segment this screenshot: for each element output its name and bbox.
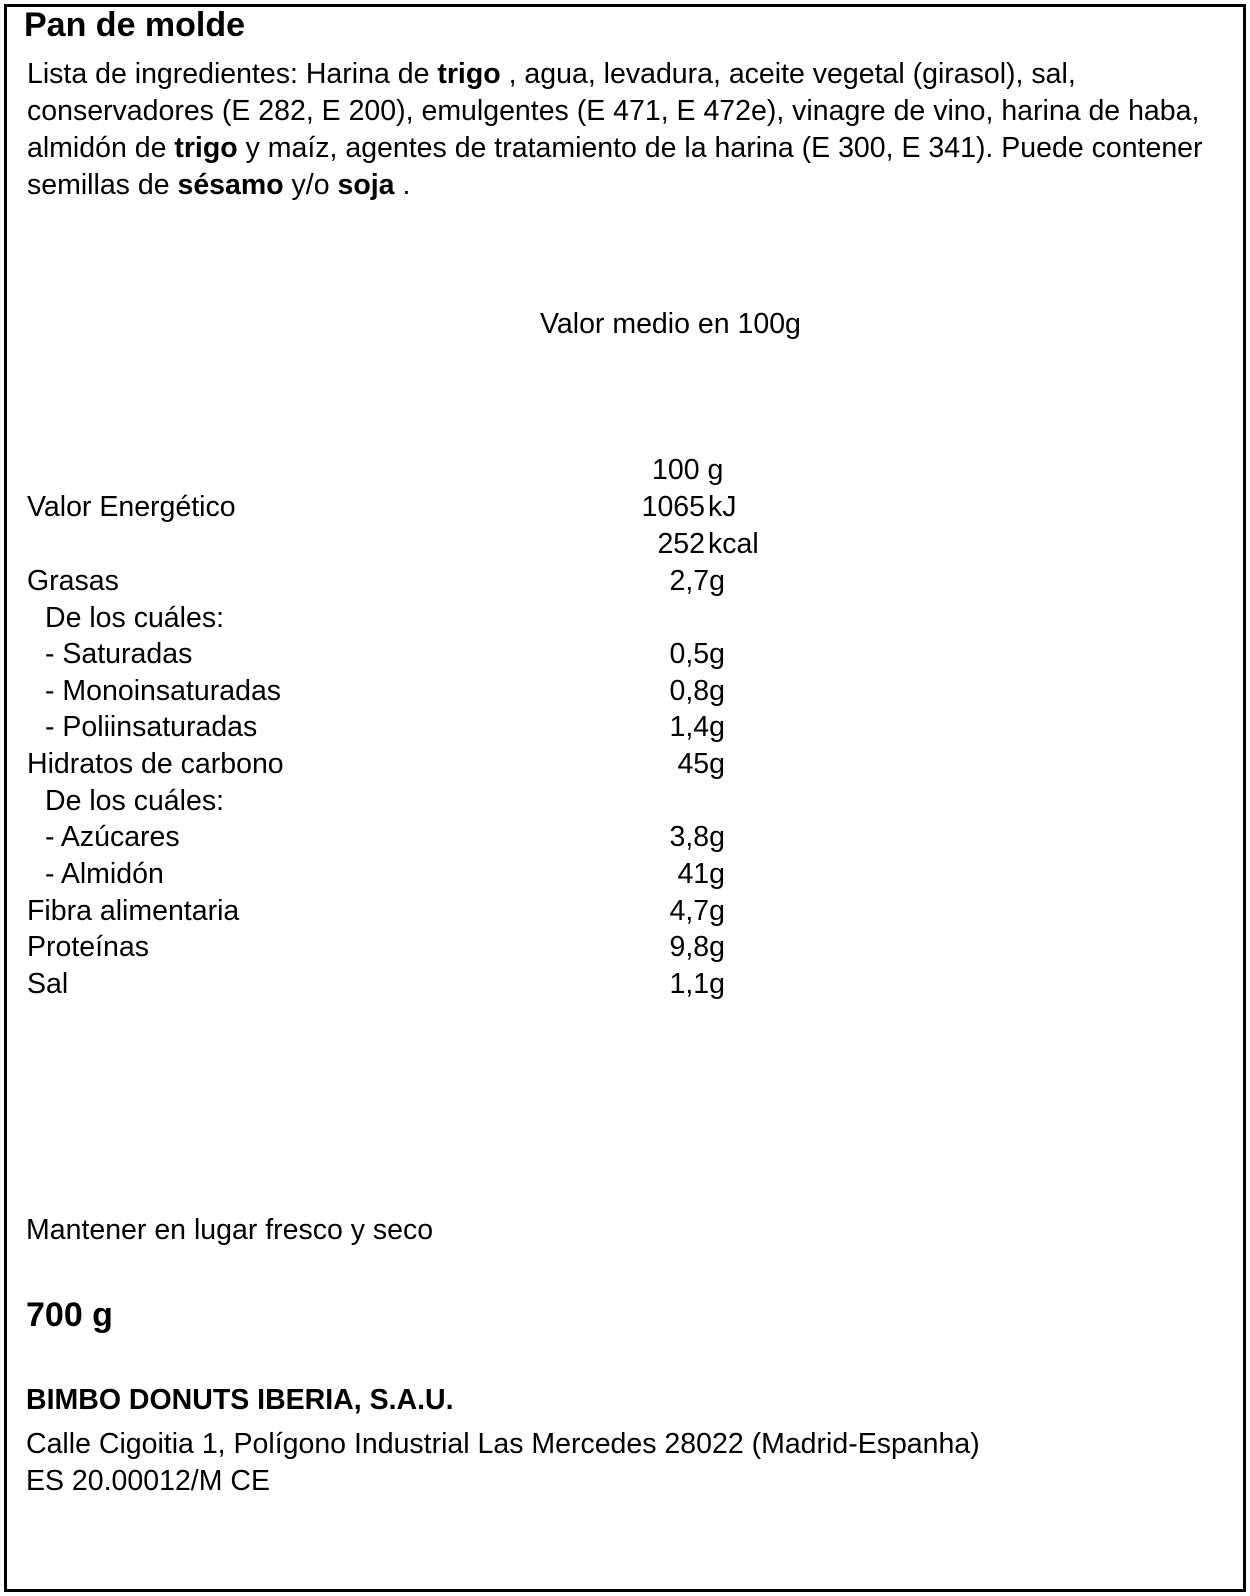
energy-label: Valor Energético	[27, 491, 236, 523]
nutrient-value-salt: 1,1g	[669, 968, 725, 1000]
allergen-wheat: trigo	[437, 58, 501, 90]
ingredients-text: Lista de ingredientes: Harina de	[27, 58, 438, 90]
ingredients-text: , agua, levadura, aceite vegetal (girasol), sal, conservadores (E 282, E 200), emulgentes (E 471, E 472e), vinagre de vino, harina de haba, almidón de	[27, 58, 1200, 164]
nutrient-label-polyunsaturated: - Poliinsaturadas	[45, 711, 258, 743]
nutrient-value-starch: 41g	[677, 858, 725, 890]
registry-code: ES 20.00012/M CE	[26, 1465, 270, 1497]
nutrient-label-fiber: Fibra alimentaria	[27, 895, 240, 927]
manufacturer-name: BIMBO DONUTS IBERIA, S.A.U.	[26, 1384, 454, 1416]
allergen-wheat: trigo	[174, 132, 238, 164]
nutrient-sub-heading: De los cuáles:	[45, 785, 225, 817]
nutrient-label-salt: Sal	[27, 968, 69, 1000]
energy-kj-unit: kJ	[708, 491, 737, 523]
nutrient-value-monounsaturated: 0,8g	[669, 675, 725, 707]
storage-instructions: Mantener en lugar fresco y seco	[26, 1214, 434, 1246]
ingredients-list	[27, 56, 1217, 204]
nutrient-value-sugars: 3,8g	[669, 821, 725, 853]
nutrient-label-protein: Proteínas	[27, 931, 149, 963]
energy-kcal-unit: kcal	[708, 528, 759, 560]
energy-kj-value: 1065	[641, 491, 705, 523]
nutrient-sub-heading: De los cuáles:	[45, 602, 225, 634]
nutrition-heading: Valor medio en 100g	[540, 308, 801, 340]
allergen-soy: soja	[337, 169, 395, 201]
nutrient-value-carbohydrates: 45g	[677, 748, 725, 780]
allergen-sesame: sésamo	[177, 169, 284, 201]
nutrient-label-starch: - Almidón	[45, 858, 164, 890]
nutrient-value-saturated: 0,5g	[669, 638, 725, 670]
ingredients-text: .	[394, 169, 411, 201]
ingredients-text: y/o	[283, 169, 338, 201]
nutrient-label-monounsaturated: - Monoinsaturadas	[45, 675, 282, 707]
nutrient-label-fat: Grasas	[27, 565, 119, 597]
nutrient-value-protein: 9,8g	[669, 931, 725, 963]
nutrient-value-fat: 2,7g	[669, 565, 725, 597]
nutrient-value-fiber: 4,7g	[669, 895, 725, 927]
nutrient-value-polyunsaturated: 1,4g	[669, 711, 725, 743]
energy-kcal-value: 252	[657, 528, 705, 560]
product-title: Pan de molde	[24, 6, 246, 44]
ingredients-text: y maíz, agentes de tratamiento de la harina (E 300, E 341). Puede contener semillas de	[27, 132, 1203, 201]
nutrient-label-saturated: - Saturadas	[45, 638, 193, 670]
manufacturer-address: Calle Cigoitia 1, Polígono Industrial Las Mercedes 28022 (Madrid-Espanha)	[26, 1428, 980, 1460]
nutrient-label-sugars: - Azúcares	[45, 821, 180, 853]
nutrition-column-header: 100 g	[652, 454, 724, 486]
nutrient-label-carbohydrates: Hidratos de carbono	[27, 748, 284, 780]
net-weight: 700 g	[26, 1296, 113, 1334]
